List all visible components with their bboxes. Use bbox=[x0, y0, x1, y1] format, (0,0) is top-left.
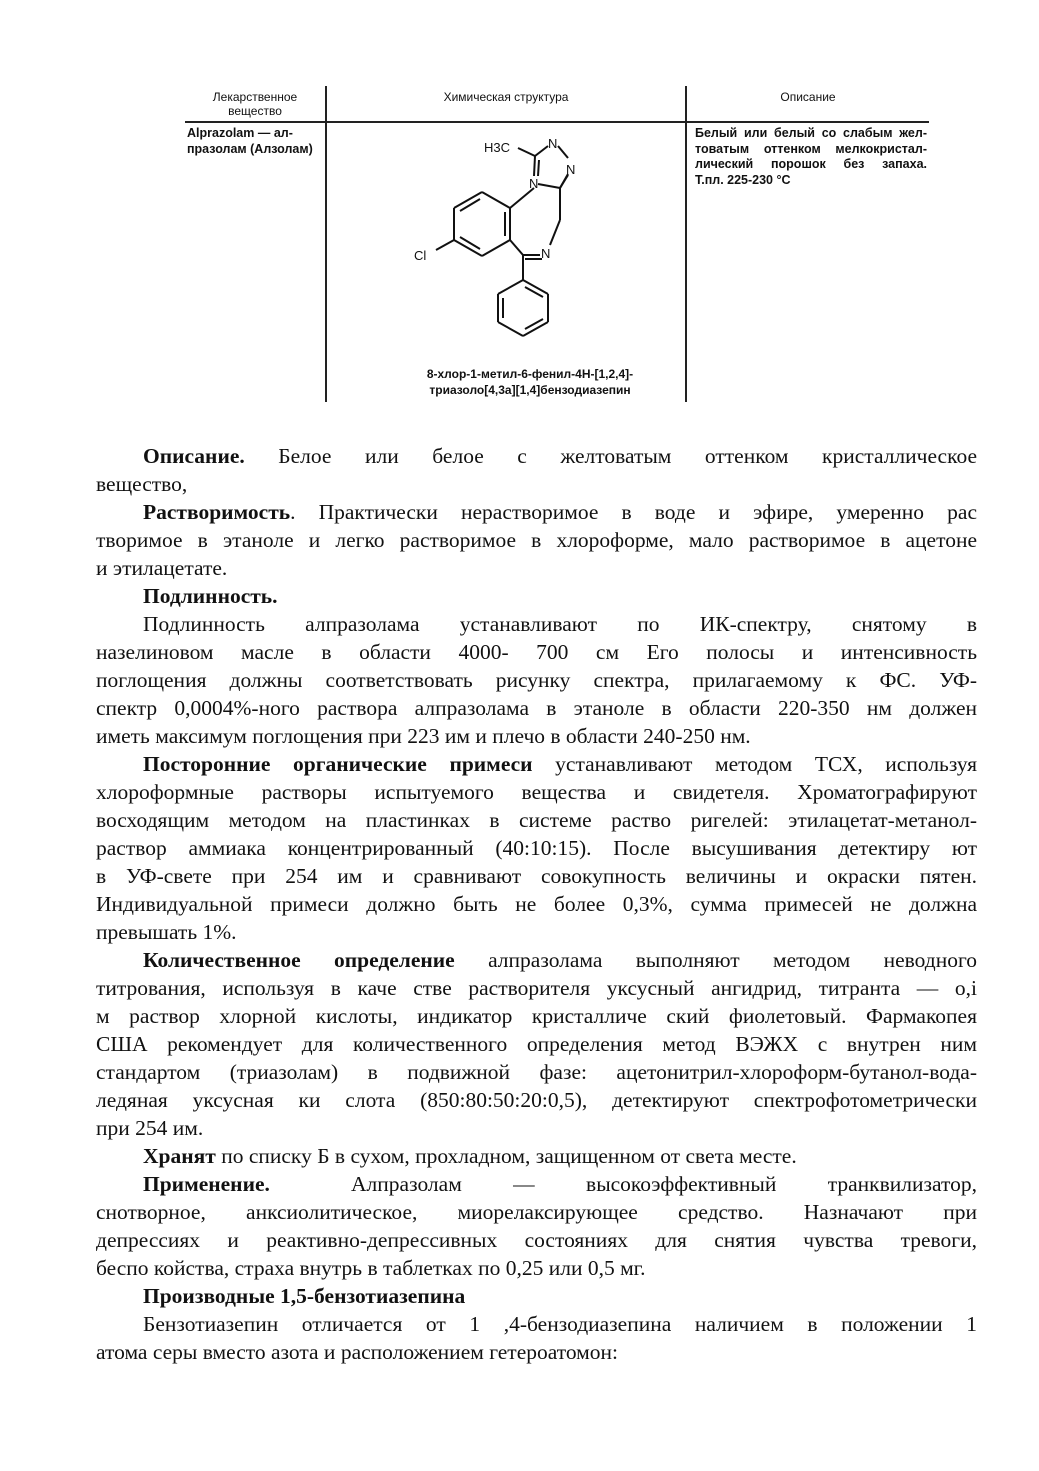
text-span: алпразолама выполняют методом неводного bbox=[454, 948, 978, 972]
text-line: атома серы вместо азота и расположением гетероатомон: bbox=[96, 1340, 619, 1364]
column-divider bbox=[325, 86, 327, 402]
text-line: снотворное, анксиолитическое, миорелаксирующее средство. Назначают при bbox=[96, 1200, 977, 1224]
text-line bbox=[96, 1142, 977, 1170]
text-line: превышать 1%. bbox=[96, 920, 237, 944]
text-line: беспо койства, страха внутрь в таблетках по 0,25 или 0,5 мг. bbox=[96, 1256, 646, 1280]
caption-line: 8-хлор-1-метил-6-фенил-4Н-[1,2,4]- bbox=[426, 367, 634, 381]
body-text bbox=[96, 442, 977, 1366]
text-line: раствор аммиака концентрированный (40:10:15). После высушивания детектиру ют bbox=[96, 836, 977, 860]
text-span: устанавливают методом ТСХ, используя bbox=[532, 752, 977, 776]
text-span: Белое или белое с желтоватым оттенком кристаллическое bbox=[278, 444, 978, 468]
text-line: иметь максимум поглощения при 223 им и плечо в области 240-250 нм. bbox=[96, 724, 751, 748]
text-line: поглощения должны соответствовать рисунку спектра, прилагаемому к ФС. УФ- bbox=[96, 668, 977, 692]
text-span: Алпразолам — высокоэффективный транквилизатор, bbox=[351, 1172, 977, 1196]
text-line: депрессиях и реактивно-депрессивных состояниях для снятия чувства тревоги, bbox=[96, 1228, 977, 1252]
methyl-label: H3C bbox=[484, 140, 511, 155]
paragraph-label: Количественное определение bbox=[143, 948, 455, 972]
nitrogen-label: N bbox=[548, 136, 558, 151]
paragraph-label: Посторонние органические примеси bbox=[143, 752, 533, 776]
text-line: ледяная уксусная ки слота (850:80:50:20:0,5), детектируют спектрофотометрически bbox=[96, 1088, 977, 1112]
text-line: Бензотиазепин отличается от 1 ,4-бензодиазепина наличием в положении 1 bbox=[143, 1312, 977, 1336]
header-structure: Химическая структура bbox=[443, 90, 569, 104]
heading-text: Производные 1,5-бензотиазепина bbox=[143, 1284, 466, 1308]
section-heading bbox=[96, 1282, 977, 1310]
text-line: спектр 0,0004%-ного раствора алпразолама в этаноле в области 220-350 нм должен bbox=[96, 696, 977, 720]
header-divider bbox=[185, 121, 929, 123]
text-line bbox=[96, 1170, 977, 1198]
text-line: вещество, bbox=[96, 472, 188, 496]
caption-line: триазоло[4,3а][1,4]бензодиазепин bbox=[429, 383, 631, 397]
column-divider bbox=[685, 86, 687, 402]
text-line: США рекомендует для количественного определения метод ВЭЖХ с внутрен ним bbox=[96, 1032, 977, 1056]
text-line: Индивидуальной примеси должно быть не более 0,3%, сумма примесей не должна bbox=[96, 892, 977, 916]
text-span: . Практически нерастворимое в воде и эфире, умеренно рас bbox=[290, 500, 977, 524]
description-line: Т.пл. 225-230 °С bbox=[695, 172, 791, 187]
paragraph-label: Применение. bbox=[143, 1172, 270, 1196]
paragraph-label: Хранят bbox=[143, 1144, 216, 1168]
description-line: лический порошок без запаха. bbox=[695, 157, 927, 171]
text-line: творимое в этаноле и легко растворимое в хлороформе, мало растворимое в ацетоне bbox=[96, 528, 977, 552]
text-line bbox=[96, 498, 977, 526]
text-line bbox=[96, 946, 977, 974]
header-description: Описание bbox=[780, 90, 836, 104]
text-line: и этилацетате. bbox=[96, 556, 228, 580]
description-line: Белый или белый со слабым жел- bbox=[695, 126, 927, 140]
paragraph-label: Растворимость bbox=[143, 500, 291, 524]
description-line: товатым оттенком мелкокристал- bbox=[695, 141, 927, 156]
text-line bbox=[96, 750, 977, 778]
text-line: Подлинность алпразолама устанавливают по ИК-спектру, снятому в bbox=[143, 612, 977, 636]
text-line: титрования, используя в каче стве растворителя уксусный ангидрид, титранта — о,i bbox=[96, 976, 977, 1000]
text-line: восходящим методом на пластинках в системе раство ригелей: этилацетат-метанол- bbox=[96, 808, 977, 832]
text-line: при 254 им. bbox=[96, 1116, 204, 1140]
text-line: стандартом (триазолам) в подвижной фазе: ацетонитрил-хлороформ-бутанол-вода- bbox=[96, 1060, 977, 1084]
text-line: в УФ-свете при 254 им и сравнивают совокупность величины и окраски пятен. bbox=[96, 864, 977, 888]
chlorine-label: Cl bbox=[414, 248, 427, 263]
structure-caption bbox=[335, 366, 725, 398]
text-line: хлороформные растворы испытуемого вещества и свидетеля. Хроматографируют bbox=[96, 780, 977, 804]
substance-line: празолам (Алзолам) bbox=[187, 141, 313, 156]
text-line: назелиновом масле в области 4000- 700 см Его полосы и интенсивность bbox=[96, 640, 977, 664]
section-heading bbox=[96, 582, 977, 610]
substance-line: Alprazolam — ал- bbox=[187, 126, 293, 140]
substance-table bbox=[185, 86, 929, 402]
paragraph-label: Описание. bbox=[143, 444, 245, 468]
text-line: м раствор хлорной кислоты, индикатор кристалличе ский фиолетовый. Фармакопея bbox=[96, 1004, 977, 1028]
header-substance: Лекарственное вещество bbox=[212, 90, 298, 118]
nitrogen-label: N bbox=[541, 246, 551, 261]
heading-text: Подлинность. bbox=[143, 584, 278, 608]
nitrogen-label: N bbox=[566, 162, 576, 177]
text-line bbox=[96, 442, 977, 470]
substance-name bbox=[187, 126, 323, 157]
substance-description bbox=[695, 126, 927, 188]
nitrogen-label: N bbox=[529, 176, 539, 191]
chemical-structure-diagram bbox=[410, 130, 640, 360]
text-span: по списку Б в сухом, прохладном, защищенном от света месте. bbox=[215, 1144, 797, 1168]
